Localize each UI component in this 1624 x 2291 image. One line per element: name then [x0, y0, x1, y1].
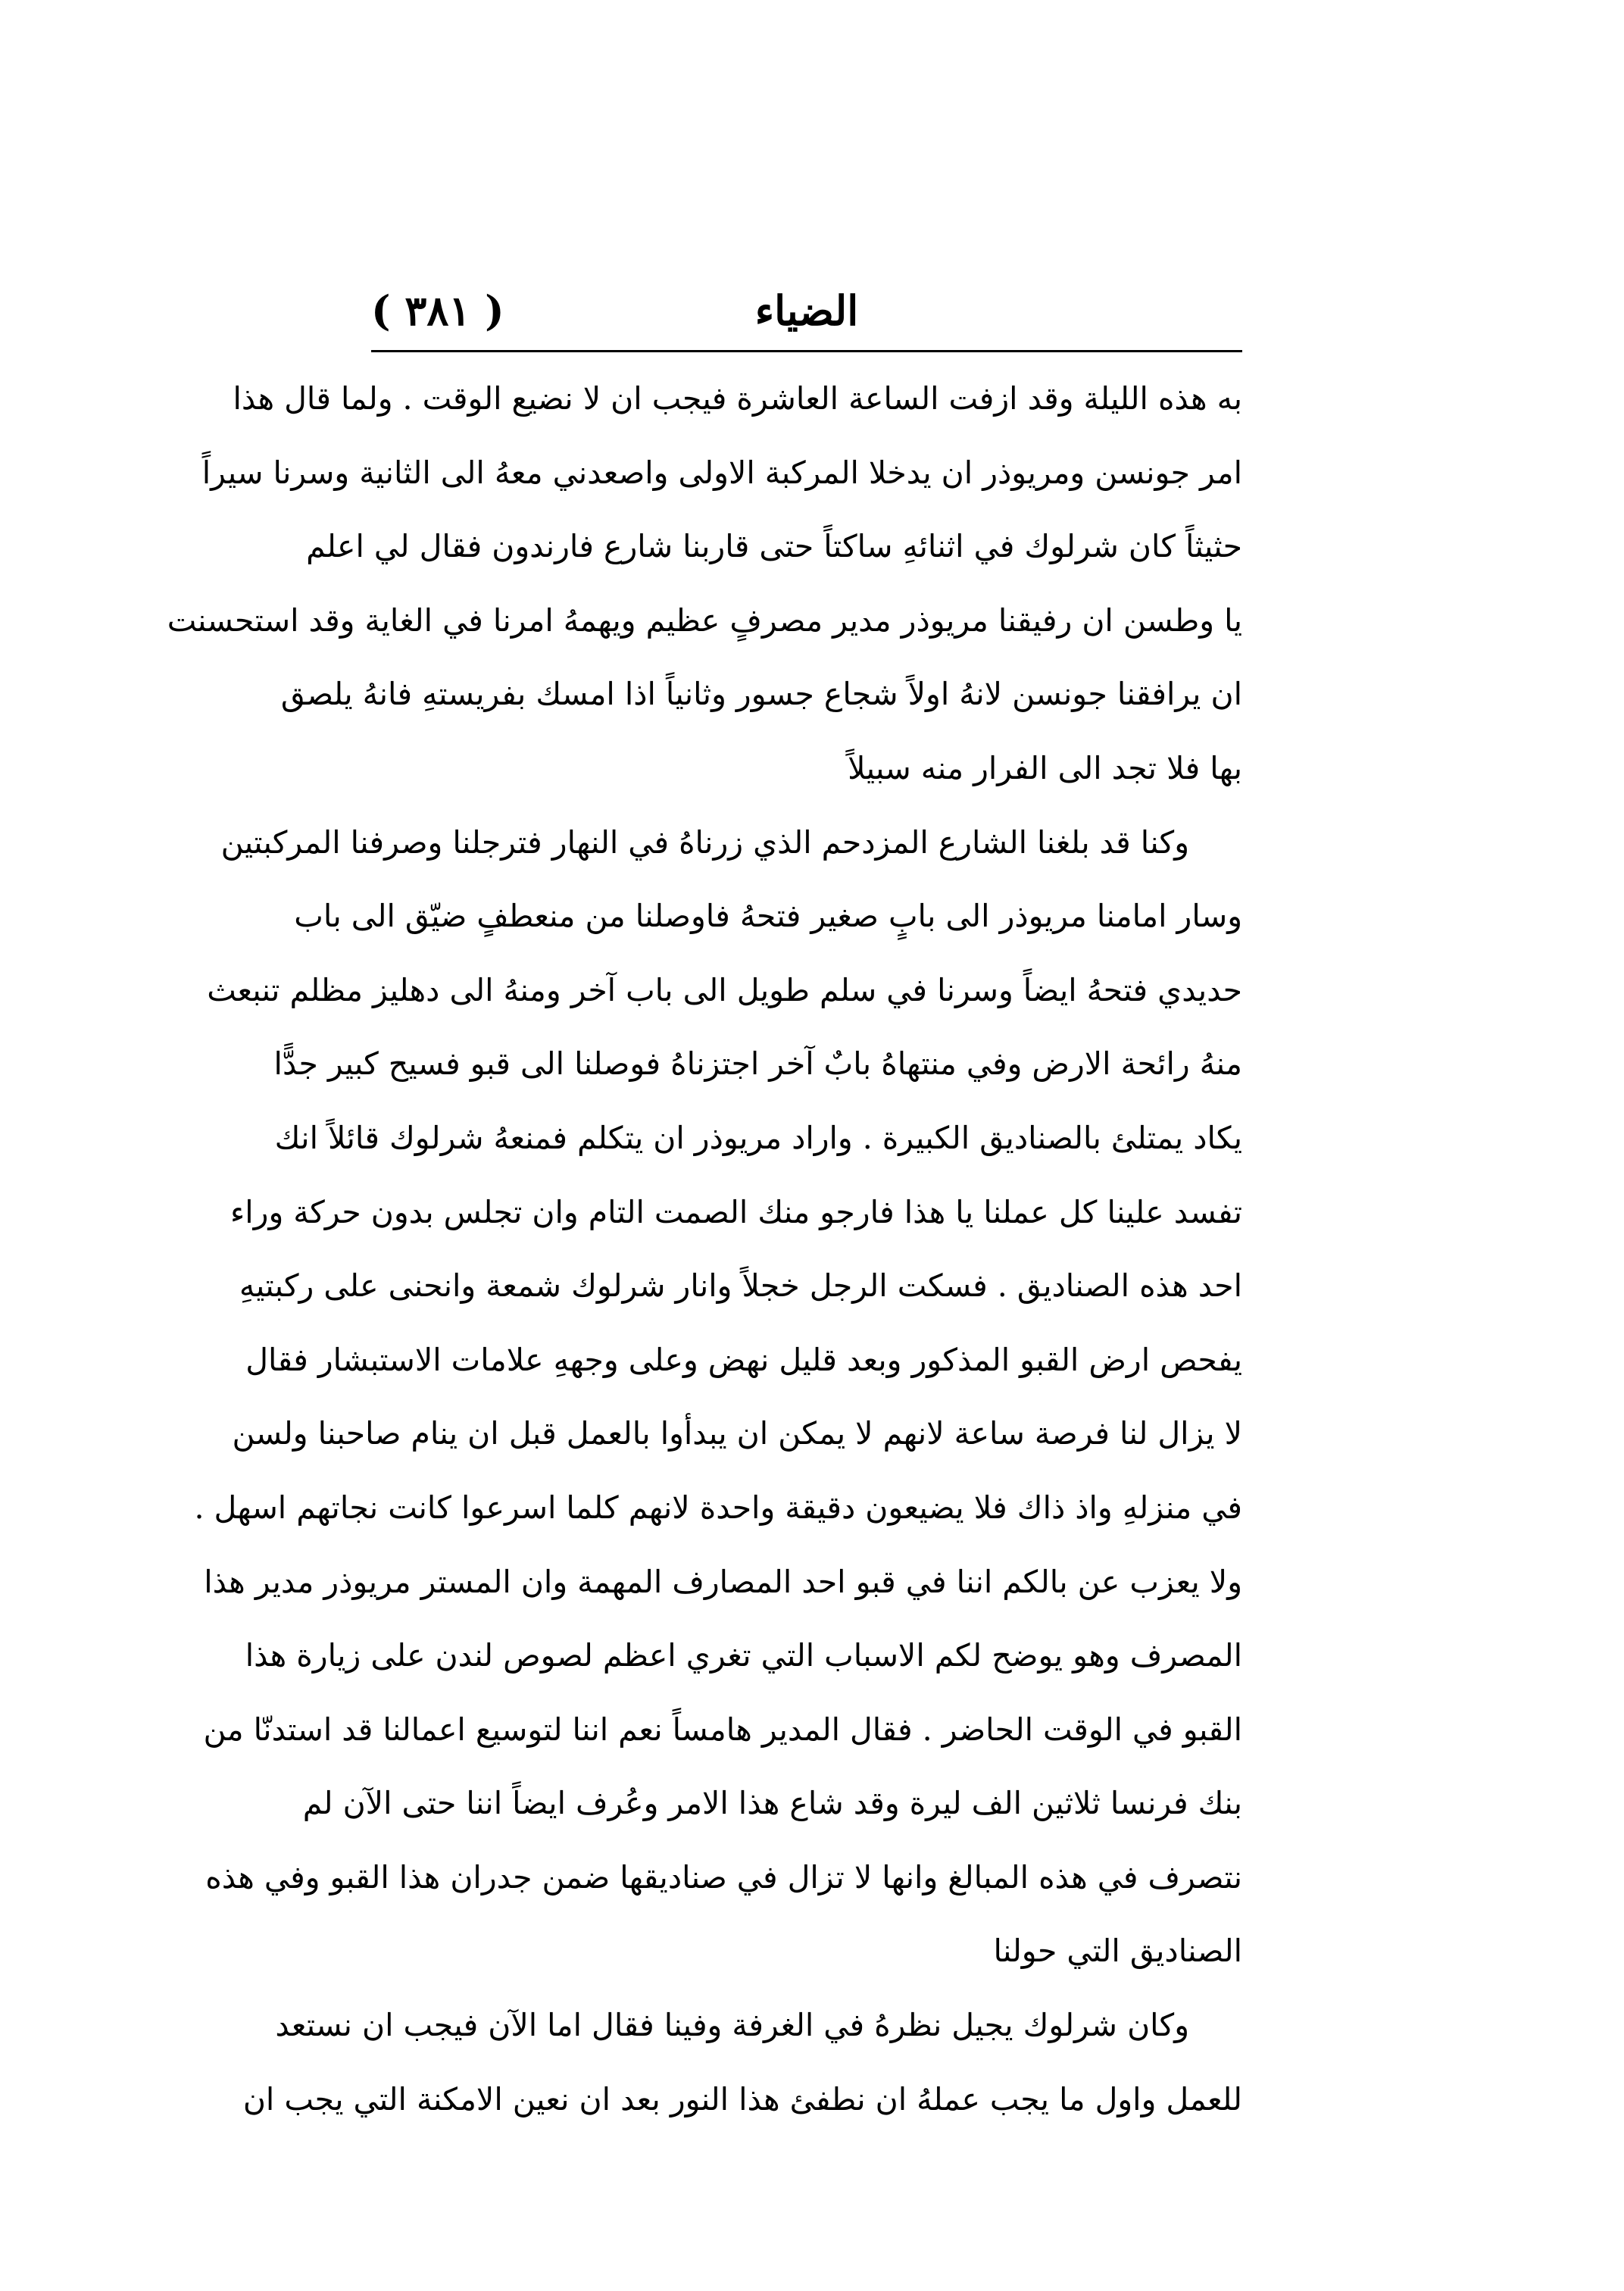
text-line: لا يزال لنا فرصة ساعة لانهم لا يمكن ان يبدأوا بالعمل قبل ان ينام صاحبنا ولسن — [232, 1415, 1242, 1452]
text-line: امر جونسن ومريوذر ان يدخلا المركبة الاولى واصعدني معهُ الى الثانية وسرنا سيراً — [201, 454, 1242, 491]
article-body — [167, 362, 1242, 2136]
text-line: القبو في الوقت الحاضر . فقال المدير هامساً نعم اننا لتوسيع اعمالنا قد استدنّا من — [203, 1711, 1242, 1748]
text-line: ان يرافقنا جونسن لانهُ اولاً شجاع جسور وثانياً اذا امسك بفريستهِ فانهُ يلصق — [280, 676, 1242, 713]
text-line: وكنا قد بلغنا الشارع المزدحم الذي زرناهُ في النهار فترجلنا وصرفنا المركبتين — [220, 824, 1189, 861]
text-line: في منزلهِ واذ ذاك فلا يضيعون دقيقة واحدة لانهم كلما اسرعوا كانت نجاتهم اسهل . — [194, 1489, 1242, 1526]
page-header — [371, 277, 1242, 345]
text-line: احد هذه الصناديق . فسكت الرجل خجلاً وانار شرلوك شمعة وانحنى على ركبتيهِ — [239, 1267, 1242, 1305]
text-line: للعمل واول ما يجب عملهُ ان نطفئ هذا النور بعد ان نعين الامكنة التي يجب ان — [242, 2080, 1242, 2118]
text-line: يا وطسن ان رفيقنا مريوذر مدير مصرفٍ عظيم ويهمهُ امرنا في الغاية وقد استحسنت — [167, 602, 1242, 639]
text-line: وكان شرلوك يجيل نظرهُ في الغرفة وفينا فقال اما الآن فيجب ان نستعد — [275, 2007, 1189, 2044]
text-line: المصرف وهو يوضح لكم الاسباب التي تغري اعظم لصوص لندن على زيارة هذا — [245, 1637, 1242, 1674]
text-line: تفسد علينا كل عملنا يا هذا فارجو منك الصمت التام وان تجلس بدون حركة وراء — [230, 1193, 1242, 1230]
text-line: منهُ رائحة الارض وفي منتهاهُ بابٌ آخر اجتزناهُ فوصلنا الى قبو فسيح كبير جدًّا — [273, 1045, 1242, 1083]
text-line: يكاد يمتلئ بالصناديق الكبيرة . واراد مريوذر ان يتكلم فمنعهُ شرلوك قائلاً انك — [274, 1119, 1242, 1156]
text-line: يفحص ارض القبو المذكور وبعد قليل نهض وعلى وجههِ علامات الاستبشار فقال — [245, 1341, 1242, 1378]
text-line: وسار امامنا مريوذر الى بابٍ صغير فتحهُ فاوصلنا من منعطفٍ ضيّق الى باب — [294, 898, 1242, 935]
page-number: ( ٣٨١ ) — [371, 286, 504, 335]
running-title: الضياء — [754, 286, 859, 335]
header-divider — [371, 350, 1242, 352]
text-line: نتصرف في هذه المبالغ وانها لا تزال في صناديقها ضمن جدران هذا القبو وفي هذه — [205, 1858, 1242, 1896]
text-line: به هذه الليلة وقد ازفت الساعة العاشرة فيجب ان لا نضيع الوقت . ولما قال هذا — [233, 380, 1242, 417]
text-line: بنك فرنسا ثلاثين الف ليرة وقد شاع هذا الامر وعُرف ايضاً اننا حتى الآن لم — [302, 1785, 1242, 1822]
text-line: ولا يعزب عن بالكم اننا في قبو احد المصارف المهمة وان المستر مريوذر مدير هذا — [204, 1563, 1242, 1600]
text-line: حديدي فتحهُ ايضاً وسرنا في سلم طويل الى باب آخر ومنهُ الى دهليز مظلم تنبعث — [207, 971, 1242, 1008]
text-line: بها فلا تجد الى الفرار منه سبيلاً — [848, 749, 1242, 786]
text-line: الصناديق التي حولنا — [993, 1933, 1242, 1970]
text-line: حثيثاً كان شرلوك في اثنائهِ ساكتاً حتى قاربنا شارع فارندون فقال لي اعلم — [306, 528, 1242, 565]
